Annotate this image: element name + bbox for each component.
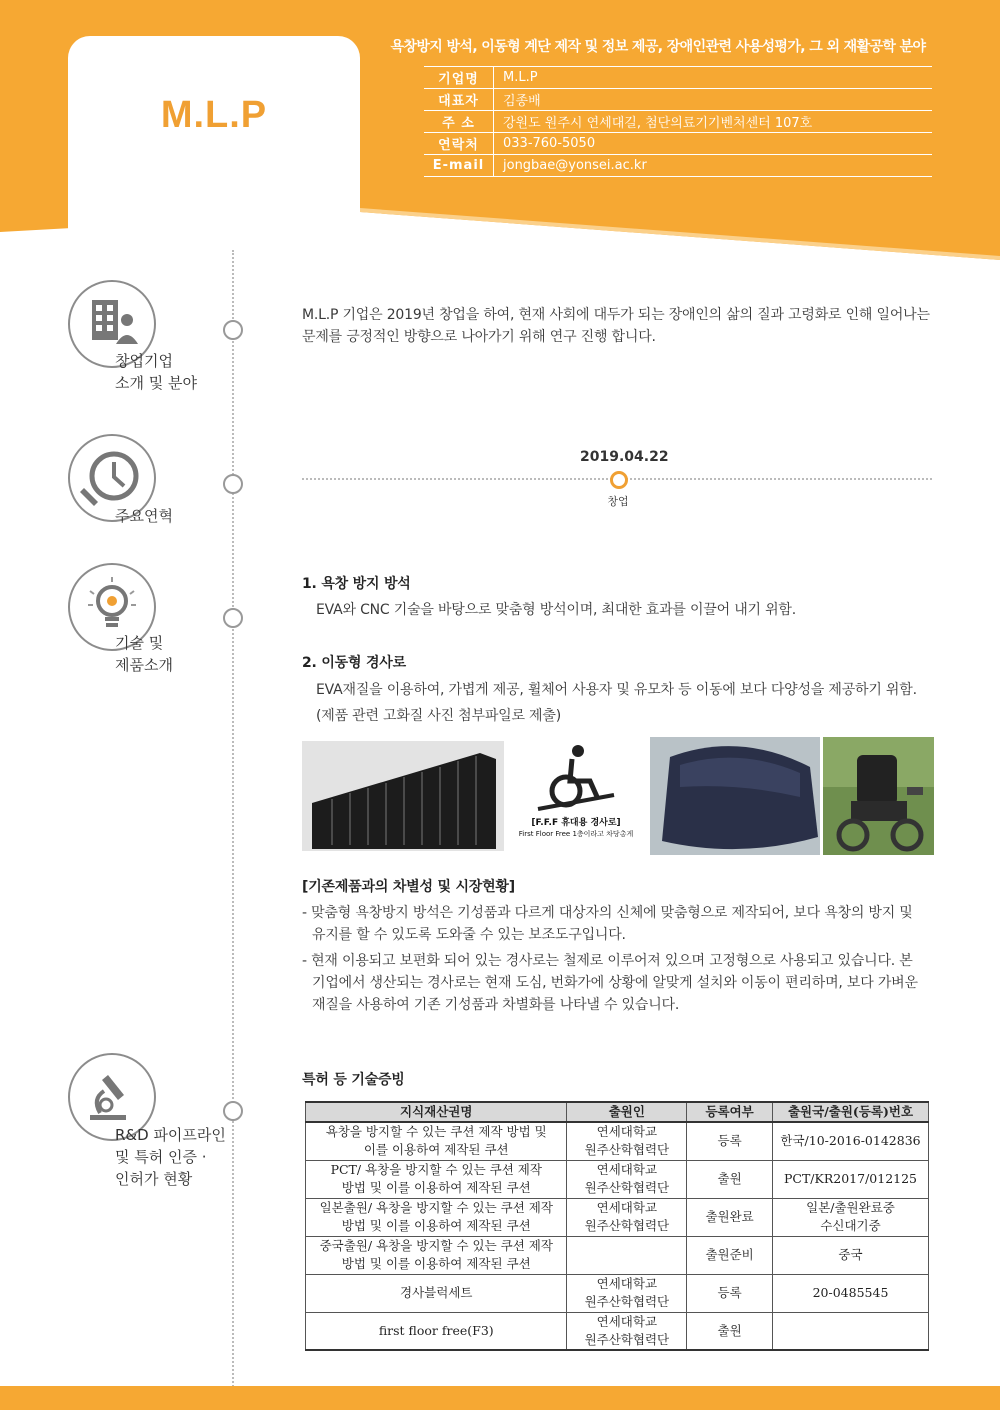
- company-info-table: [424, 66, 932, 177]
- applicant: 연세대학교 원주산학협력단: [567, 1312, 687, 1350]
- item1-desc: EVA와 CNC 기술을 바탕으로 맞춤형 방석이며, 최대한 효과를 이끌어 내기 위함.: [316, 602, 797, 618]
- item1-title: 1. 욕창 방지 방석: [302, 576, 411, 592]
- table-row: [306, 1236, 929, 1274]
- cushion-photo: [650, 737, 820, 855]
- reg-number: 일본/출원완료중 수신대기중: [773, 1198, 929, 1236]
- fff-ramp-logo: [508, 741, 644, 851]
- patent-table-title: 특허 등 기술증빙: [302, 1072, 405, 1088]
- section-label-rnd: [115, 1124, 226, 1190]
- table-row: [306, 1198, 929, 1236]
- wheelchair-photo: [823, 737, 934, 855]
- reg-number: PCT/KR2017/012125: [773, 1160, 929, 1198]
- diff-bullet-1: [302, 902, 913, 946]
- section-node: [223, 320, 243, 340]
- section-node: [223, 608, 243, 628]
- status: 출원: [687, 1160, 773, 1198]
- label-line: 소개 및 분야: [115, 374, 197, 392]
- applicant: [567, 1236, 687, 1274]
- info-key: E-mail: [424, 155, 494, 177]
- status: 출원: [687, 1312, 773, 1350]
- info-row: [424, 111, 932, 133]
- item2-note: (제품 관련 고화질 사진 첨부파일로 제출): [316, 708, 561, 724]
- intro-line: 문제를 긍정적인 방향으로 나아가기 위해 연구 진행 합니다.: [302, 329, 656, 345]
- info-key: 주 소: [424, 111, 494, 133]
- column-header: 등록여부: [687, 1102, 773, 1122]
- item2-title: 2. 이동형 경사로: [302, 655, 406, 671]
- info-key: 대표자: [424, 89, 494, 111]
- intro-line: M.L.P 기업은 2019년 창업을 하여, 현재 사회에 대두가 되는 장애인의 삶의 질과 고령화로 인해 일어나는: [302, 307, 930, 323]
- info-row: [424, 89, 932, 111]
- ip-name: 중국출원/ 욕창을 방지할 수 있는 쿠션 제작 방법 및 이를 이용하여 제작된 쿠션: [306, 1236, 567, 1274]
- table-header-row: [306, 1102, 929, 1122]
- status: 출원준비: [687, 1236, 773, 1274]
- column-header: 출원국/출원(등록)번호: [773, 1102, 929, 1122]
- business-field-title: 욕창방지 방석, 이동형 계단 제작 및 정보 제공, 장애인관련 사용성평가, 그 외 재활공학 분야: [390, 39, 926, 55]
- fff-logo-title: [F.F.F 휴대용 경사로]: [531, 818, 621, 828]
- label-line: 및 특허 인증 ·: [115, 1148, 207, 1166]
- reg-number: [773, 1312, 929, 1350]
- applicant: 연세대학교 원주산학협력단: [567, 1198, 687, 1236]
- reg-number: 20-0485545: [773, 1274, 929, 1312]
- diff-line: 유지를 할 수 있도록 도와줄 수 있는 보조도구입니다.: [312, 927, 626, 943]
- section-label-history: 주요연혁: [115, 507, 173, 525]
- ip-name: PCT/ 욕창을 방지할 수 있는 쿠션 제작 방법 및 이를 이용하여 제작된 쿠션: [306, 1160, 567, 1198]
- info-key: 연락처: [424, 133, 494, 155]
- label-line: 창업기업: [115, 352, 173, 370]
- item2-desc: EVA재질을 이용하여, 가볍게 제공, 휠체어 사용자 및 유모차 등 이동에 보다 다양성을 제공하기 위함.: [316, 682, 917, 698]
- status: 등록: [687, 1274, 773, 1312]
- timeline-dot: [610, 471, 628, 489]
- label-line: 제품소개: [115, 656, 173, 674]
- reg-number: 중국: [773, 1236, 929, 1274]
- info-value: 김종배: [494, 89, 933, 111]
- ip-name: 경사블럭세트: [306, 1274, 567, 1312]
- patent-table: [305, 1101, 929, 1351]
- reg-number: 한국/10-2016-0142836: [773, 1122, 929, 1160]
- status: 등록: [687, 1122, 773, 1160]
- column-header: 출원인: [567, 1102, 687, 1122]
- table-row: [306, 1312, 929, 1350]
- logo-card: [68, 36, 360, 240]
- info-value: 강원도 원주시 연세대길, 첨단의료기기벤처센터 107호: [494, 111, 933, 133]
- company-logo: M.L.P: [160, 94, 268, 136]
- timeline-date: 2019.04.22: [580, 449, 669, 465]
- section-node: [223, 1101, 243, 1121]
- info-row: [424, 67, 932, 89]
- ip-name: 일본출원/ 욕창을 방지할 수 있는 쿠션 제작 방법 및 이를 이용하여 제작된 쿠션: [306, 1198, 567, 1236]
- info-row: [424, 133, 932, 155]
- diff-line: - 맞춤형 욕창방지 방석은 기성품과 다르게 대상자의 신체에 맞춤형으로 제작되어, 보다 욕창의 방지 및: [302, 905, 913, 921]
- applicant: 연세대학교 원주산학협력단: [567, 1122, 687, 1160]
- diff-line: - 현재 이용되고 보편화 되어 있는 경사로는 철제로 이루어져 있으며 고정형으로 사용되고 있습니다. 본: [302, 953, 913, 969]
- table-row: [306, 1122, 929, 1160]
- info-value[interactable]: jongbae@yonsei.ac.kr: [494, 155, 933, 177]
- table-row: [306, 1160, 929, 1198]
- intro-text: [302, 304, 930, 348]
- diff-line: 기업에서 생산되는 경사로는 현재 도심, 번화가에 상황에 알맞게 설치와 이동이 편리하며, 보다 가벼운: [312, 975, 918, 991]
- applicant: 연세대학교 원주산학협력단: [567, 1160, 687, 1198]
- ip-name: 욕창을 방지할 수 있는 쿠션 제작 방법 및 이를 이용하여 제작된 쿠션: [306, 1122, 567, 1160]
- section-node: [223, 474, 243, 494]
- section-spine: [232, 250, 234, 1390]
- label-line: 인허가 현황: [115, 1170, 193, 1188]
- info-value: 033-760-5050: [494, 133, 933, 155]
- section-label-intro: [115, 350, 197, 394]
- info-value: M.L.P: [494, 67, 933, 89]
- timeline-event: 창업: [607, 495, 629, 508]
- info-row: [424, 155, 932, 177]
- diff-title: [기존제품과의 차별성 및 시장현황]: [302, 879, 515, 895]
- diff-bullet-2: [302, 950, 918, 1016]
- ramp-photo: [302, 741, 504, 851]
- label-line: R&D 파이프라인: [115, 1126, 226, 1144]
- wheelchair-icon: [508, 741, 644, 813]
- fff-logo-subtitle: First Floor Free 1층이라고 차당총게: [518, 830, 634, 838]
- diff-line: 재질을 사용하여 기존 기성품과 차별화를 나타낼 수 있습니다.: [312, 997, 680, 1013]
- table-row: [306, 1274, 929, 1312]
- ip-name: first floor free(F3): [306, 1312, 567, 1350]
- info-key: 기업명: [424, 67, 494, 89]
- label-line: 기술 및: [115, 634, 164, 652]
- column-header: 지식재산권명: [306, 1102, 567, 1122]
- footer-bar: [0, 1386, 1000, 1410]
- status: 출원완료: [687, 1198, 773, 1236]
- applicant: 연세대학교 원주산학협력단: [567, 1274, 687, 1312]
- section-label-tech: [115, 632, 173, 676]
